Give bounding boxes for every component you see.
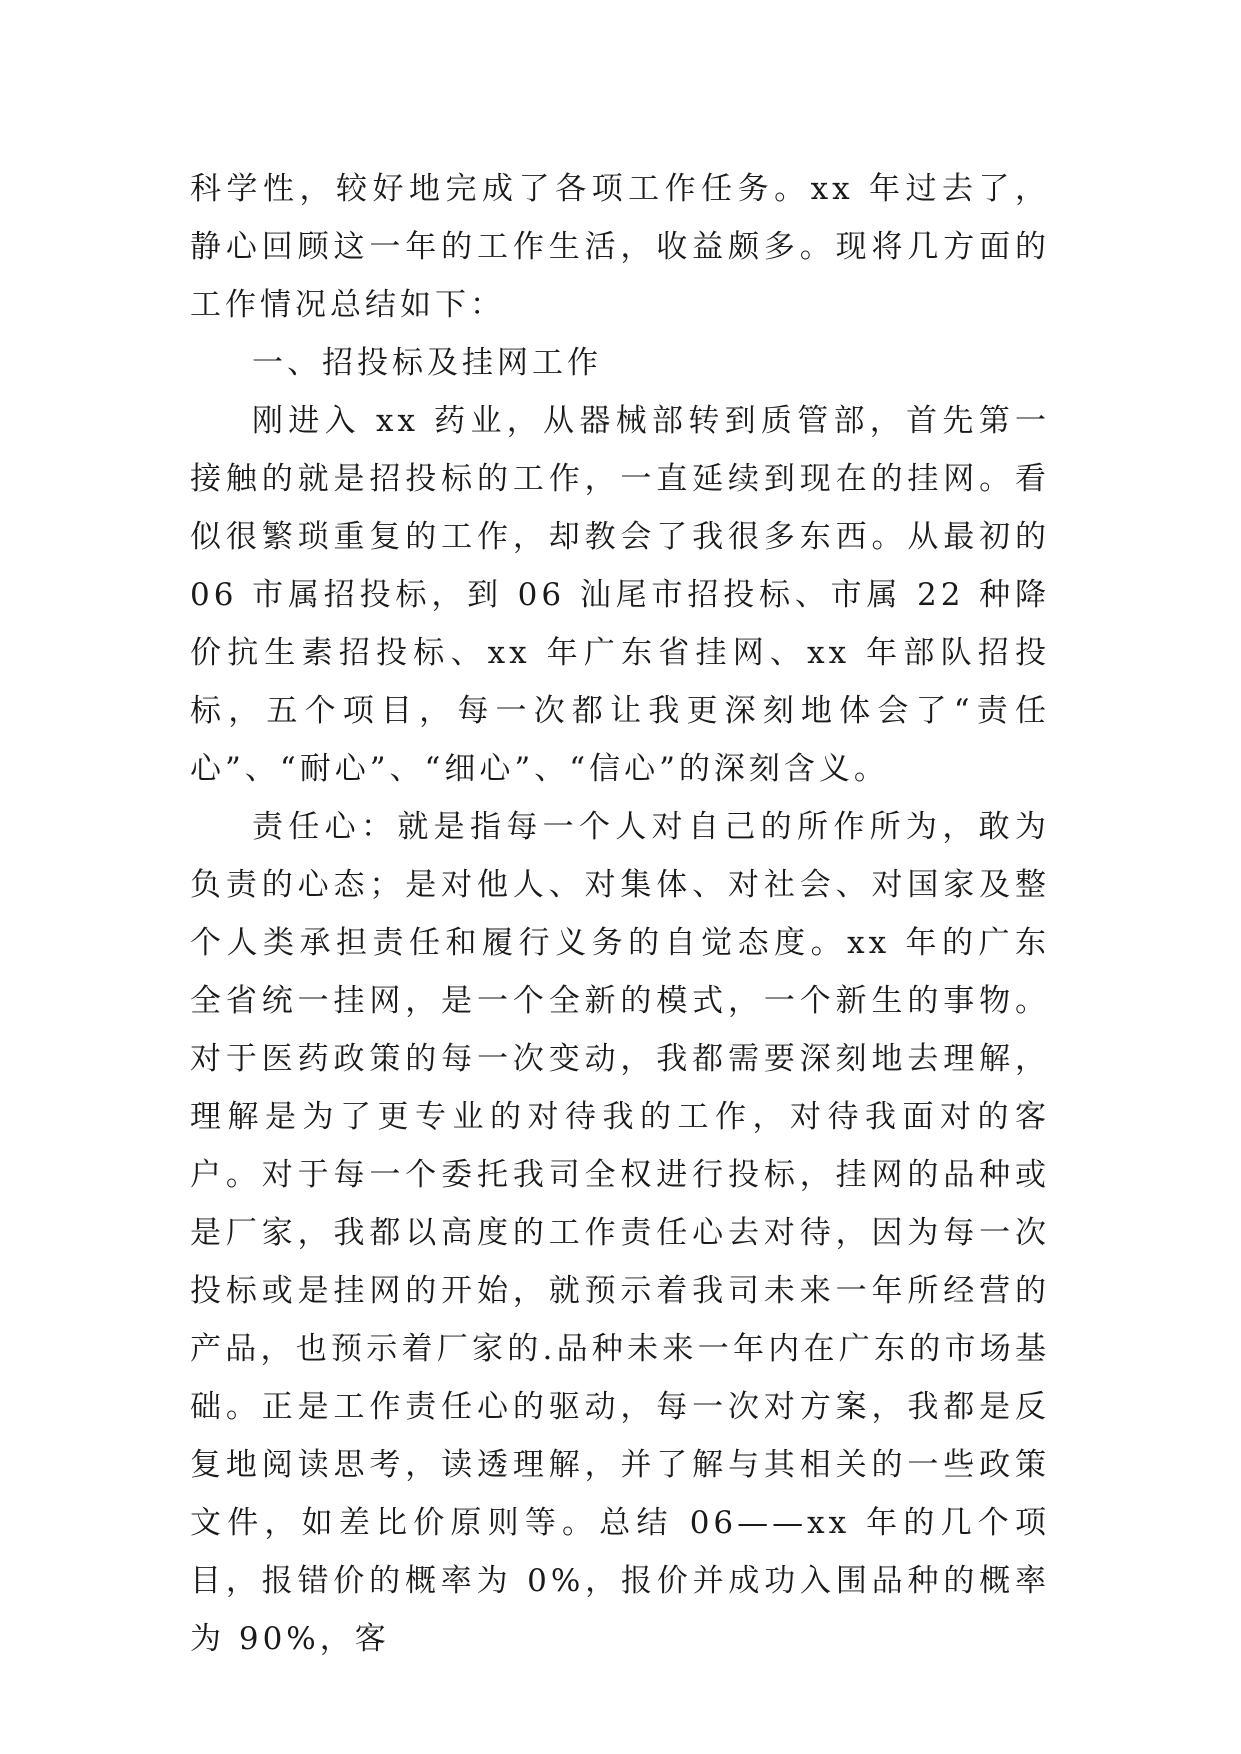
paragraph-bidding-experience: 刚进入 xx 药业，从器械部转到质管部，首先第一接触的就是招投标的工作，一直延续到现在的挂网。看似很繁琐重复的工作，却教会了我很多东西。从最初的 06 市属招投标，到 06 汕尾市招投标、市属 22 种降价抗生素招投标、xx 年广东省挂网、xx 年部队招投标，五个项目，每一次都让我更深刻地体会了“责任心”、“耐心”、“细心”、“信心”的深刻含义。: [190, 403, 1050, 787]
paragraph-responsibility: 责任心：就是指每一个人对自己的所作所为，敢为负责的心态；是对他人、对集体、对社会、对国家及整个人类承担责任和履行义务的自觉态度。xx 年的广东全省统一挂网，是一个全新的模式，一个新生的事物。对于医药政策的每一次变动，我都需要深刻地去理解，理解是为了更专业的对待我的工作，对待我面对的客户。对于每一个委托我司全权进行投标，挂网的品种或是厂家，我都以高度的工作责任心去对待，因为每一次投标或是挂网的开始，就预示着我司未来一年所经营的产品，也预示着厂家的.品种未来一年内在广东的市场基础。正是工作责任心的驱动，每一次对方案，我都是反复地阅读思考，读透理解，并了解与其相关的一些政策文件，如差比价原则等。总结 06——xx 年的几个项目，报错价的概率为 0%，报价并成功入围品种的概率为 90%，客: [190, 809, 1050, 1657]
section-heading-bidding: 一、招投标及挂网工作: [252, 345, 602, 381]
document-body: [190, 160, 1050, 1668]
paragraph-intro-continuation: 科学性，较好地完成了各项工作任务。xx 年过去了，静心回顾这一年的工作生活，收益颇多。现将几方面的工作情况总结如下：: [190, 171, 1050, 323]
